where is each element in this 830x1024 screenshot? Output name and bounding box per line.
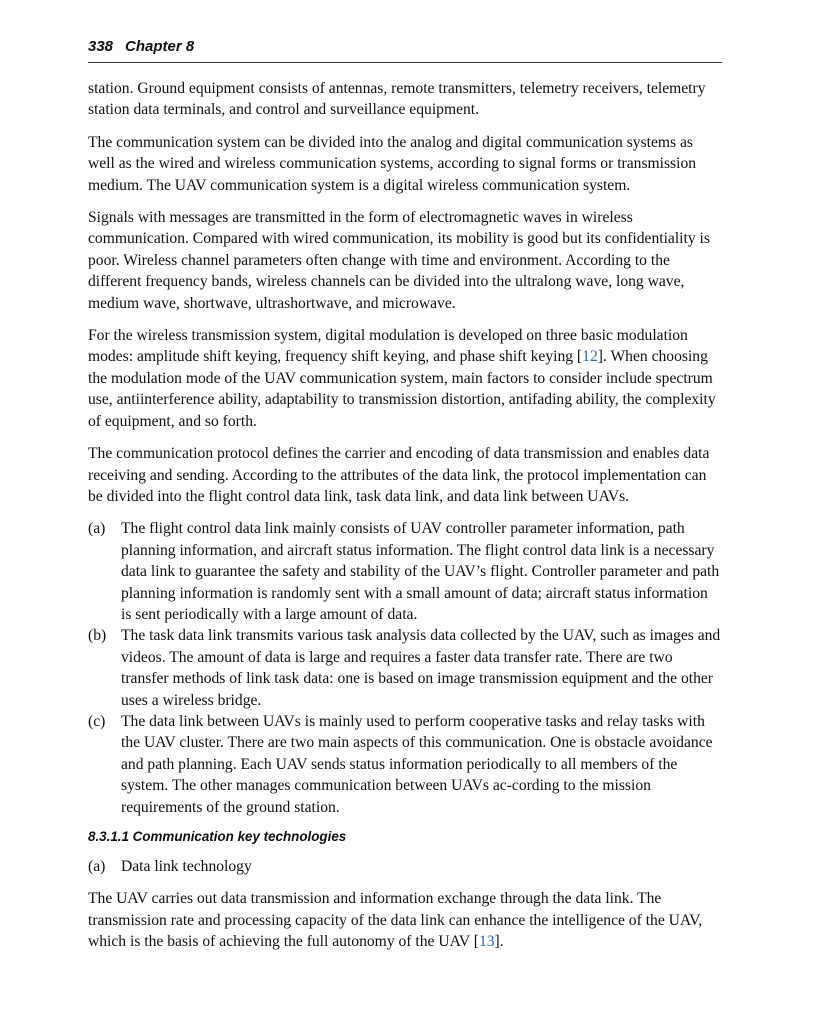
paragraph-protocol: The communication protocol defines the carrier and encoding of data transmission and enables data receiving and sending. According to the attributes of the data link, the protocol implementation can be divided into the flight control data link, task data link, and data link between UAVs. <box>88 445 710 505</box>
list-item-label: (b) <box>88 627 107 645</box>
list-item-text: The data link between UAVs is mainly used to perform cooperative tasks and relay tasks with the UAV cluster. There are two main aspects of this communication. One is obstacle avoidance and path planning. Each UAV sends status information periodically to all members of the system. The other manages communication between UAVs ac-cording to the mission requirements of the ground station. <box>121 712 713 816</box>
list-item <box>88 518 722 625</box>
page <box>88 38 722 953</box>
final-text-before: The UAV carries out data transmission and information exchange through the data link. The transmission rate and processing capacity of the data link can enhance the intelligence of the UAV, which is the basis of achieving the full autonomy of the UAV [ <box>88 890 703 951</box>
citation-link-12[interactable]: 12 <box>582 348 598 366</box>
page-number: 338 <box>88 38 114 55</box>
sub-list-item-text: Data link technology <box>121 858 252 875</box>
modulation-text-before: For the wireless transmission system, digital modulation is developed on three basic modulation modes: amplitude shift keying, frequency shift keying, and phase shift keying [ <box>88 327 688 366</box>
list-item <box>88 711 722 818</box>
sub-list-item <box>88 856 722 877</box>
subsection-heading: 8.3.1.1 Communication key technologies <box>88 829 347 844</box>
paragraph-station: station. Ground equipment consists of antennas, remote transmitters, telemetry receivers, telemetry station data terminals, and control and surveillance equipment. <box>88 80 706 119</box>
paragraph-data-link <box>88 888 722 952</box>
list-item-label: (c) <box>88 712 106 730</box>
chapter-label: Chapter 8 <box>125 38 195 55</box>
list-item-text: The task data link transmits various task analysis data collected by the UAV, such as images and videos. The amount of data is large and requires a faster data transfer rate. There are two transfer methods of link task data: one is based on image transmission equipment and the other uses a wireless bridge. <box>121 627 721 709</box>
sub-list-item-label: (a) <box>88 858 106 875</box>
citation-link-13[interactable]: 13 <box>478 933 495 951</box>
data-link-list <box>88 518 722 818</box>
modulation-text-after: ]. When choosing the modulation mode of the UAV communication system, main factors to consider include spectrum use, antiinterference ability, adaptability to transmission distortion, antifading ability, the complexity of equipment, and so forth. <box>88 348 716 430</box>
header-rule <box>88 62 722 63</box>
running-head <box>88 38 722 60</box>
list-item-text: The flight control data link mainly consists of UAV controller parameter information, path planning information, and aircraft status information. The flight control data link is a necessary data link to guarantee the safety and stability of the UAV’s flight. Controller parameter and path planning information is randomly sent with a small amount of data; aircraft status information is sent periodically with a large amount of data. <box>121 520 720 623</box>
list-item-label: (a) <box>88 520 106 538</box>
final-text-after: ]. <box>494 933 504 951</box>
paragraph-signals: Signals with messages are transmitted in the form of electromagnetic waves in wireless communication. Compared with wired communication, its mobility is good but its confidentiality is poor. Wireless channel parameters often change with time and environment. According to the different frequency bands, wireless channels can be divided into the ultralong wave, long wave, medium wave, shortwave, ultrashortwave, and microwave. <box>88 209 710 312</box>
paragraph-modulation <box>88 325 722 432</box>
paragraph-communication-system: The communication system can be divided into the analog and digital communication systems as well as the wired and wireless communication systems, according to signal forms or transmission medium. The UAV communication system is a digital wireless communication system. <box>88 133 697 194</box>
list-item <box>88 625 722 711</box>
